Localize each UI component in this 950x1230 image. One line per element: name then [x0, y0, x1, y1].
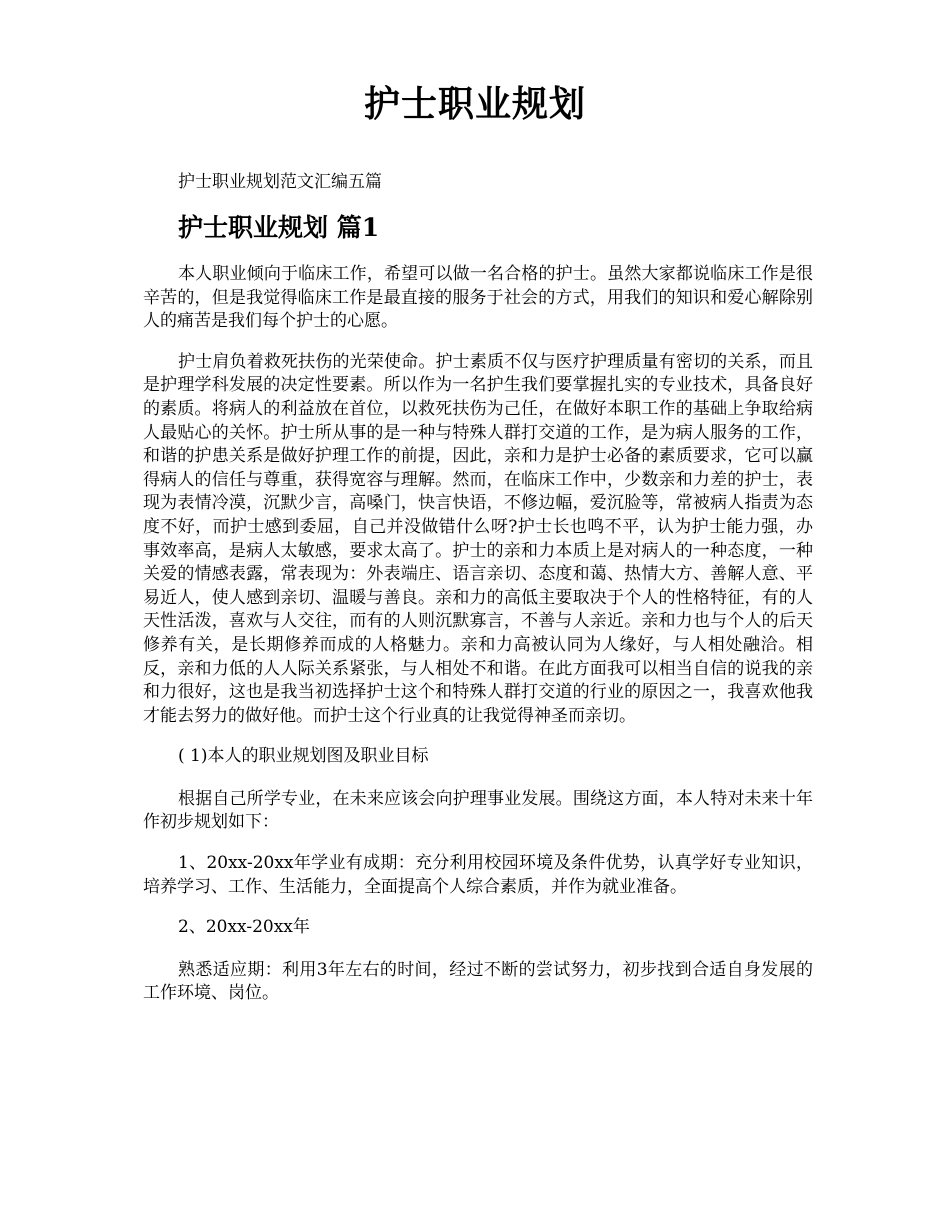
paragraph-plan-stage-1: 1、20xx-20xx年学业有成期：充分利用校园环境及条件优势，认真学好专业知识，培养学习、工作、生活能力，全面提高个人综合素质，并作为就业准备。: [143, 853, 813, 897]
section-heading: 护士职业规划 篇1: [178, 213, 380, 242]
document-body: [143, 263, 813, 1023]
paragraph-plan-stage-2: 2、20xx-20xx年: [178, 917, 310, 938]
paragraph-affinity: 护士肩负着救死扶伤的光荣使命。护士素质不仅与医疗护理质量有密切的关系，而且是护理学科发展的决定性要素。所以作为一名护生我们要掌握扎实的专业技术，具备良好的素质。将病人的利益放在首位，以救死扶伤为己任，在做好本职工作的基础上争取给病人最贴心的关怀。护士所从事的是一种与特殊人群打交道的工作，是为病人服务的工作，和谐的护患关系是做好护理工作的前提，因此，亲和力是护士必备的素质要求，它可以赢得病人的信任与尊重，获得宽容与理解。然而，在临床工作中，少数亲和力差的护士，表现为表情冷漠，沉默少言，高嗓门，快言快语，不修边幅，爱沉脸等，常被病人指责为态度不好，而护士感到委屈，自己并没做错什么呀?护士长也鸣不平，认为护士能力强，办事效率高，是病人太敏感，要求太高了。护士的亲和力本质上是对病人的一种态度，一种关爱的情感表露，常表现为：外表端庄、语言亲切、态度和蔼、热情大方、善解人意、平易近人，使人感到亲切、温暖与善良。亲和力的高低主要取决于个人的性格特征，有的人天性活泼，喜欢与人交往，而有的人则沉默寡言，不善与人亲近。亲和力也与个人的后天修养有关，是长期修养而成的人格魅力。亲和力高被认同为人缘好，与人相处融洽。相反，亲和力低的人人际关系紧张，与人相处不和谐。在此方面我可以相当自信的说我的亲和力很好，这也是我当初选择护士这个和特殊人群打交道的行业的原因之一，我喜欢他我才能去努力的做好他。而护士这个行业真的让我觉得神圣而亲切。: [143, 351, 813, 726]
document-title: 护士职业规划: [363, 83, 586, 125]
paragraph-intro: 本人职业倾向于临床工作，希望可以做一名合格的护士。虽然大家都说临床工作是很辛苦的，但是我觉得临床工作是最直接的服务于社会的方式，用我们的知识和爱心解除别人的痛苦是我们每个护士的心愿。: [143, 264, 813, 332]
paragraph-adaptation: 熟悉适应期：利用3年左右的时间，经过不断的尝试努力，初步找到合适自身发展的工作环境、岗位。: [143, 959, 813, 1004]
paragraph-plan-heading: ( 1)本人的职业规划图及职业目标: [178, 746, 429, 767]
document-subtitle: 护士职业规划范文汇编五篇: [178, 172, 382, 192]
paragraph-plan-intro: 根据自己所学专业，在未来应该会向护理事业发展。围绕这方面，本人特对未来十年作初步规划如下：: [143, 788, 813, 833]
